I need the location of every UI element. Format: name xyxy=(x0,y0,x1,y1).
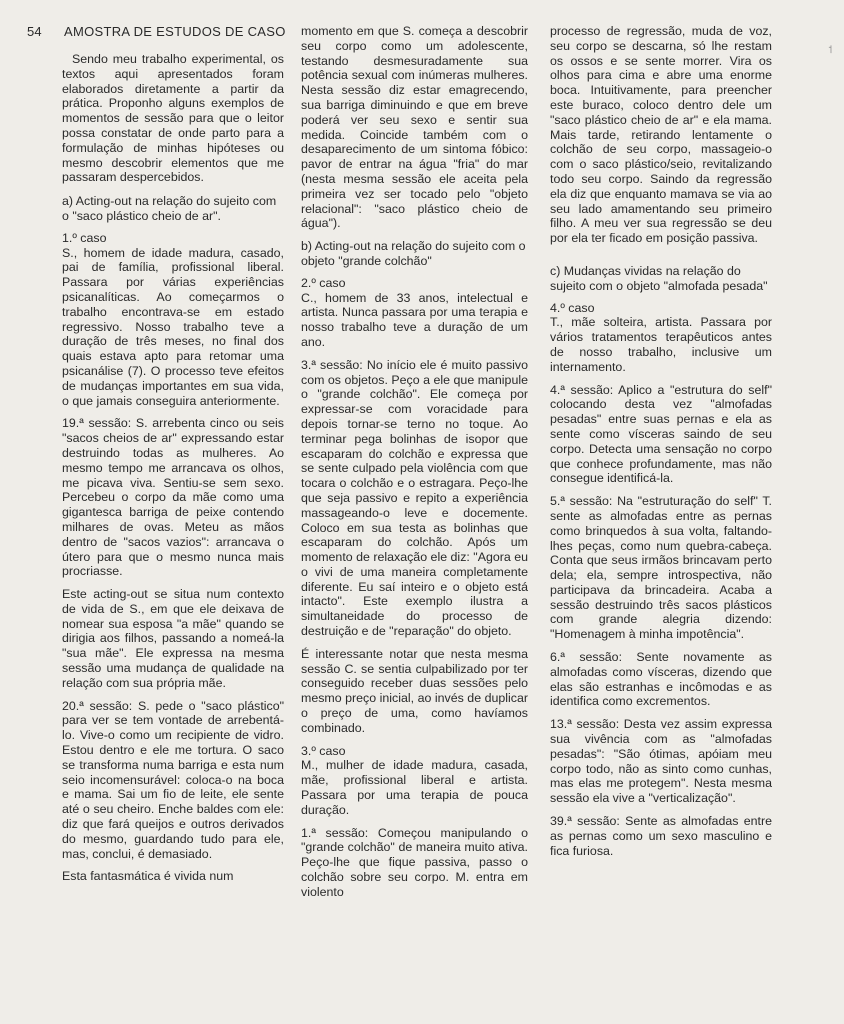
section-spacer xyxy=(550,254,772,264)
case-3-title: 3.º caso xyxy=(301,743,346,758)
case-2-title: 2.º caso xyxy=(301,275,346,290)
acting-out-context-paragraph: Este acting-out se situa num contexto de vida de S., em que ele deixava de nomear sua esposa "a mãe" quando se dirigia aos filhos, passando a nomeá-la "sua mãe". Ele expressa na mesma sessão uma mudança de qualidade na relação com sua própria mãe. xyxy=(62,587,284,690)
margin-mark: ˦ xyxy=(828,44,833,56)
text-column-3 xyxy=(550,24,772,866)
case-3-description: M., mulher de idade madura, casada, mãe, profissional liberal e artista. Passara por uma terapia de pouca duração. xyxy=(301,758,528,817)
case-4-description: T., mãe solteira, artista. Passara por vários tratamentos terapêuticos antes de nosso trabalho, inclusive um internamento. xyxy=(550,315,772,374)
session-20-paragraph: 20.ª sessão: S. pede o "saco plástico" para ver se tem vontade de arrebentá-lo. Vive-o como um recipiente de vidro. Estou dentro e ele me tortura. O saco se transforma numa barriga e esta num seio incomensurável: coloca-o na boca e mama. Sai um fio de leite, ele sente até o seu cheiro. Enche baldes com ele: diz que fará queijos e outros derivados do mesmo, guardando tudo para ele, mas, conclui, é demasiado. xyxy=(62,698,284,861)
running-title: AMOSTRA DE ESTUDOS DE CASO xyxy=(64,24,286,39)
section-a-heading: a) Acting-out na relação do sujeito com o "saco plástico cheio de ar". xyxy=(62,194,277,223)
interesting-note-paragraph: É interessante notar que nesta mesma sessão C. se sentia culpabilizado por ter conseguido receber duas sessões pelo mesmo preço inicial, ao invés de duplicar o preço de uma, como havíamos combinado. xyxy=(301,646,528,735)
case-1-title: 1.º caso xyxy=(62,230,107,245)
session-19-paragraph: 19.ª sessão: S. arrebenta cinco ou seis "sacos cheios de ar" expressando estar destruindo todas as mulheres. Ao mesmo tempo me arrancava os olhos, me picava viva. Sentiu-se sem sexo. Percebeu o corpo da mãe como uma gigantesca barriga de peixe contendo milhares de ovas. Meteu as mãos dentro de "sacos vazios": arrancava o útero para que o mesmo nunca mais procriasse. xyxy=(62,416,284,579)
intro-paragraph: Sendo meu trabalho experimental, os textos aqui apresentados foram elaborados diretamente a partir da prática. Proponho alguns exemplos de momentos de sessão para que o leitor possa constatar de onde parto para a formulação de minhas hipóteses ou mesmo descobrir elementos que me passaram despercebidos. xyxy=(62,52,284,185)
session-13-paragraph: 13.ª sessão: Desta vez assim expressa sua vivência com as "almofadas pesadas": "São ótimas, apóiam meu corpo todo, não as sinto como cunhas, mas elas me protegem". Nesta mesma sessão ela vive a "verticalização". xyxy=(550,717,772,806)
case-2-description: C., homem de 33 anos, intelectual e artista. Nunca passara por uma terapia e nosso trabalho teve a duração de um ano. xyxy=(301,290,528,349)
text-column-1 xyxy=(62,52,284,892)
continuation-paragraph: momento em que S. começa a descobrir seu corpo como um adolescente, testando desmesuradamente sua potência sexual com inúmeras mulheres. Nesta sessão diz estar emagrecendo, sua barriga diminuindo e que em breve poderá ver seu sexo e sentir sua medida. Coincide também com o desaparecimento de um sintoma fóbico: pavor de entrar na água "fria" do mar (nesta mesma sessão ele aceita pela primeira vez ser tocado pelo "objeto relacional": "saco plástico cheio de água"). xyxy=(301,24,528,231)
case-4-title: 4.º caso xyxy=(550,300,595,315)
section-c-heading: c) Mudanças vividas na relação do sujeito com o objeto "almofada pesada" xyxy=(550,263,768,293)
session-1-paragraph: 1.ª sessão: Começou manipulando o "grande colchão" de maneira muito ativa. Peço-lhe que fique passiva, passo o colchão sobre seu corpo. M. entra em violento xyxy=(301,825,528,899)
session-3-paragraph: 3.ª sessão: No início ele é muito passivo com os objetos. Peço a ele que manipule o "grande colchão". Ele começa por expressar-se com voracidade para depois tornar-se terno no toque. Ao terminar pega bolinhas de isopor que escaparam do colchão e expressa que se sente culpado pela violência com que tocara o colchão e o estragara. Peço-lhe que seja passivo e repito a experiência massageando-o leve e docemente. Coloco em sua testa as bolinhas que escaparam do colchão. Após um momento de relaxação ele diz: "Agora eu o vivi de uma maneira completamente diferente. Eu saí inteiro e o objeto está intacto". Este exemplo ilustra a simultaneidade do processo de destruição e de "reparação" do objeto. xyxy=(301,357,528,639)
session-5-paragraph: 5.ª sessão: Na "estruturação do self" T. sente as almofadas entre as pernas como brinquedos à sua volta, faltando-lhes peças, como num quebra-cabeça. Conta que seus irmãos brincavam perto dela; ela, sempre introspectiva, não participava da brincadeira. Acaba a sessão destruindo três sacos plásticos com grande alegria dizendo: "Homenagem à minha impotência". xyxy=(550,494,772,642)
session-4-paragraph: 4.ª sessão: Aplico a "estrutura do self" colocando desta vez "almofadas pesadas" entre suas pernas e ela as sente como vísceras saindo de seu corpo. Detecta uma sensação no corpo que conhece profundamente, mas não consegue identificá-la. xyxy=(550,382,772,486)
text-column-2 xyxy=(301,24,528,908)
continuation-paragraph: processo de regressão, muda de voz, seu corpo se descarna, só lhe restam os ossos e se sente morrer. Vira os olhos para cima e abre uma enorme boca. Intuitivamente, para preencher este buraco, coloco dentro dele um "saco plástico cheio de ar" e ela mama. Mais tarde, retirando lentamente o colchão de seu corpo, massageio-o com o saco plástico/seio, revitalizando todo seu corpo. Saindo da regressão ela diz que enquanto mamava se via ao seu lado amamentando seu primeiro filho. A meu ver sua regressão se deu por ela ter ficado em posição passiva. xyxy=(550,24,772,246)
case-1-description: S., homem de idade madura, casado, pai de família, profissional liberal. Passara por várias experiências psicanalíticas. Ao começarmos o trabalho encontrava-se em estado regressivo. Nosso trabalho teve a duração de três meses, no final dos quais estava apto para retomar uma psicanálise (7). O processo teve efeitos de mudanças importantes em sua vida, o que jamais conseguira anteriormente. xyxy=(62,245,284,408)
session-39-paragraph: 39.ª sessão: Sente as almofadas entre as pernas como um sexo masculino e fica furiosa. xyxy=(550,814,772,858)
continuation-paragraph: Esta fantasmática é vivida num xyxy=(62,869,234,884)
session-6-paragraph: 6.ª sessão: Sente novamente as almofadas como vísceras, dizendo que elas são estranhas e incômodas e as identifica como excrementos. xyxy=(550,650,772,709)
page-number: 54 xyxy=(27,24,42,39)
section-b-heading: b) Acting-out na relação do sujeito com o objeto "grande colchão" xyxy=(301,239,526,268)
